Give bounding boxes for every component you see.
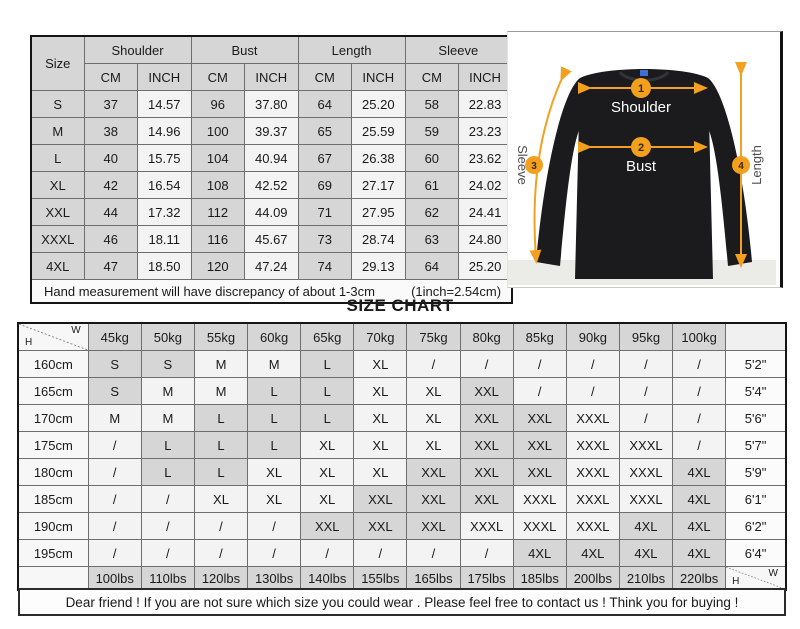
inch-value: 29.13 <box>352 253 406 280</box>
size-value-cell: L <box>248 378 301 405</box>
size-value-cell: XXXL <box>566 513 619 540</box>
size-value-cell: XL <box>248 486 301 513</box>
size-value-cell: 4XL <box>619 540 672 567</box>
size-value-cell: 4XL <box>619 513 672 540</box>
group-header-shoulder: Shoulder <box>84 36 191 64</box>
no-size-cell: / <box>619 405 672 432</box>
cm-value: 40 <box>84 145 138 172</box>
size-value-cell: XL <box>354 405 407 432</box>
unit-header: CM <box>191 64 245 91</box>
no-size-cell: / <box>566 351 619 378</box>
size-value-cell: L <box>248 405 301 432</box>
size-value-cell: L <box>194 432 247 459</box>
no-size-cell: / <box>513 378 566 405</box>
size-value-cell: XL <box>407 432 460 459</box>
size-value-cell: XXXL <box>513 486 566 513</box>
inch-value: 23.23 <box>459 118 513 145</box>
pounds-label: 175lbs <box>460 567 513 591</box>
pounds-label: 120lbs <box>194 567 247 591</box>
shirt-left-sleeve <box>536 78 582 266</box>
size-label: M <box>31 118 84 145</box>
height-label: 195cm <box>18 540 88 567</box>
height-weight-size-table <box>17 322 787 591</box>
cm-value: 62 <box>405 199 459 226</box>
size-value-cell: XXXL <box>619 486 672 513</box>
unit-header: INCH <box>459 64 513 91</box>
no-size-cell: / <box>619 351 672 378</box>
height-label: 190cm <box>18 513 88 540</box>
size-value-cell: XL <box>301 459 354 486</box>
size-value-cell: XXL <box>407 486 460 513</box>
size-value-cell: 4XL <box>673 513 726 540</box>
pounds-label: 200lbs <box>566 567 619 591</box>
unit-header: CM <box>84 64 138 91</box>
inch-value: 44.09 <box>245 199 299 226</box>
inch-value: 14.96 <box>138 118 192 145</box>
size-value-cell: L <box>301 405 354 432</box>
unit-header: CM <box>405 64 459 91</box>
inch-value: 24.02 <box>459 172 513 199</box>
weight-header: 45kg <box>88 323 141 351</box>
size-chart-title: SIZE CHART <box>346 296 454 315</box>
no-size-cell: / <box>141 513 194 540</box>
weight-header: 55kg <box>194 323 247 351</box>
inch-value: 18.50 <box>138 253 192 280</box>
inch-value: 18.11 <box>138 226 192 253</box>
size-value-cell: L <box>301 378 354 405</box>
size-value-cell: XL <box>354 378 407 405</box>
size-value-cell: L <box>194 459 247 486</box>
cm-value: 38 <box>84 118 138 145</box>
pounds-row-blank-cell <box>18 567 88 591</box>
unit-header: INCH <box>245 64 299 91</box>
size-value-cell: XXXL <box>566 405 619 432</box>
size-label: XXXL <box>31 226 84 253</box>
cm-value: 46 <box>84 226 138 253</box>
height-label: 175cm <box>18 432 88 459</box>
size-chart-row <box>18 405 786 432</box>
cm-value: 108 <box>191 172 245 199</box>
cm-value: 71 <box>298 199 352 226</box>
inch-value: 14.57 <box>138 91 192 118</box>
pounds-row <box>18 567 786 591</box>
inch-value: 26.38 <box>352 145 406 172</box>
size-value-cell: XL <box>354 351 407 378</box>
unit-header: INCH <box>352 64 406 91</box>
no-size-cell: / <box>673 432 726 459</box>
size-value-cell: L <box>141 432 194 459</box>
measurement-row <box>31 145 512 172</box>
inch-value: 45.67 <box>245 226 299 253</box>
size-chart-row <box>18 540 786 567</box>
feet-column-header <box>726 323 786 351</box>
size-value-cell: M <box>194 351 247 378</box>
unit-header: CM <box>298 64 352 91</box>
pounds-label: 130lbs <box>248 567 301 591</box>
size-value-cell: L <box>194 405 247 432</box>
inch-value: 24.41 <box>459 199 513 226</box>
size-label: L <box>31 145 84 172</box>
height-label: 170cm <box>18 405 88 432</box>
weight-header: 65kg <box>301 323 354 351</box>
inch-value: 22.83 <box>459 91 513 118</box>
collar-tag <box>640 70 648 76</box>
size-value-cell: XXL <box>301 513 354 540</box>
size-chart-row <box>18 513 786 540</box>
weight-header: 60kg <box>248 323 301 351</box>
inch-value: 39.37 <box>245 118 299 145</box>
size-value-cell: L <box>248 432 301 459</box>
no-size-cell: / <box>513 351 566 378</box>
size-value-cell: XXL <box>460 405 513 432</box>
size-value-cell: S <box>88 351 141 378</box>
feet-height-label: 5'6" <box>726 405 786 432</box>
cm-value: 61 <box>405 172 459 199</box>
size-chart-row <box>18 459 786 486</box>
size-value-cell: XXL <box>513 459 566 486</box>
cm-value: 60 <box>405 145 459 172</box>
height-label: 165cm <box>18 378 88 405</box>
no-size-cell: / <box>354 540 407 567</box>
pounds-label: 100lbs <box>88 567 141 591</box>
length-label: Length <box>749 145 764 185</box>
size-value-cell: S <box>88 378 141 405</box>
cm-value: 64 <box>298 91 352 118</box>
size-value-cell: M <box>141 378 194 405</box>
size-label: XXL <box>31 199 84 226</box>
cm-value: 74 <box>298 253 352 280</box>
measurement-row <box>31 226 512 253</box>
no-size-cell: / <box>88 486 141 513</box>
pounds-label: 210lbs <box>619 567 672 591</box>
height-label: 160cm <box>18 351 88 378</box>
bust-label: Bust <box>625 158 657 175</box>
size-value-cell: XL <box>301 486 354 513</box>
size-chart-row <box>18 378 786 405</box>
corner-weight-label: W <box>768 568 778 579</box>
height-label: 185cm <box>18 486 88 513</box>
pounds-label: 185lbs <box>513 567 566 591</box>
inch-value: 25.20 <box>459 253 513 280</box>
cm-value: 112 <box>191 199 245 226</box>
size-value-cell: XXL <box>407 513 460 540</box>
size-label: 4XL <box>31 253 84 280</box>
size-value-cell: XXXL <box>566 486 619 513</box>
weight-header: 50kg <box>141 323 194 351</box>
marker-4-number: 4 <box>738 161 744 172</box>
size-value-cell: M <box>248 351 301 378</box>
size-label: XL <box>31 172 84 199</box>
weight-header: 80kg <box>460 323 513 351</box>
size-value-cell: 4XL <box>566 540 619 567</box>
measurement-note-text: Hand measurement will have discrepancy of about 1-3cm <box>44 283 375 299</box>
size-value-cell: XXL <box>513 405 566 432</box>
inch-value: 27.17 <box>352 172 406 199</box>
no-size-cell: / <box>88 540 141 567</box>
group-header-sleeve: Sleeve <box>405 36 512 64</box>
pounds-label: 110lbs <box>141 567 194 591</box>
size-value-cell: XL <box>354 432 407 459</box>
size-column-header: Size <box>31 36 84 91</box>
measurement-row <box>31 172 512 199</box>
size-value-cell: XL <box>194 486 247 513</box>
feet-height-label: 5'2" <box>726 351 786 378</box>
pounds-label: 165lbs <box>407 567 460 591</box>
inch-value: 25.59 <box>352 118 406 145</box>
size-value-cell: L <box>301 351 354 378</box>
size-chart-row <box>18 486 786 513</box>
size-value-cell: 4XL <box>513 540 566 567</box>
size-value-cell: XXXL <box>619 432 672 459</box>
height-label: 180cm <box>18 459 88 486</box>
marker-2-number: 2 <box>637 142 645 154</box>
no-size-cell: / <box>460 540 513 567</box>
inch-value: 24.80 <box>459 226 513 253</box>
size-chart-row <box>18 351 786 378</box>
feet-height-label: 5'4" <box>726 378 786 405</box>
size-value-cell: XXXL <box>513 513 566 540</box>
no-size-cell: / <box>141 486 194 513</box>
unit-header: INCH <box>138 64 192 91</box>
inch-value: 17.32 <box>138 199 192 226</box>
inch-value: 42.52 <box>245 172 299 199</box>
cm-value: 120 <box>191 253 245 280</box>
inch-value: 23.62 <box>459 145 513 172</box>
inch-conversion-note: (1inch=2.54cm) <box>411 283 502 299</box>
marker-3-number: 3 <box>531 161 537 172</box>
size-value-cell: XXXL <box>566 432 619 459</box>
no-size-cell: / <box>88 432 141 459</box>
no-size-cell: / <box>673 378 726 405</box>
pounds-label: 155lbs <box>354 567 407 591</box>
weight-header: 90kg <box>566 323 619 351</box>
cm-value: 59 <box>405 118 459 145</box>
size-value-cell: XL <box>407 378 460 405</box>
size-value-cell: XXXL <box>460 513 513 540</box>
measurement-table <box>30 35 513 304</box>
pounds-label: 220lbs <box>673 567 726 591</box>
size-value-cell: XXL <box>460 378 513 405</box>
weight-height-corner-cell <box>18 323 88 351</box>
no-size-cell: / <box>88 459 141 486</box>
no-size-cell: / <box>248 540 301 567</box>
size-value-cell: XL <box>407 405 460 432</box>
no-size-cell: / <box>407 540 460 567</box>
cm-value: 63 <box>405 226 459 253</box>
weight-header: 85kg <box>513 323 566 351</box>
no-size-cell: / <box>460 351 513 378</box>
size-label: S <box>31 91 84 118</box>
size-value-cell: XXXL <box>566 459 619 486</box>
size-value-cell: XL <box>354 459 407 486</box>
feet-height-label: 5'9" <box>726 459 786 486</box>
size-value-cell: L <box>141 459 194 486</box>
size-value-cell: XXL <box>513 432 566 459</box>
cm-value: 67 <box>298 145 352 172</box>
cm-value: 58 <box>405 91 459 118</box>
inch-value: 15.75 <box>138 145 192 172</box>
feet-height-label: 6'2" <box>726 513 786 540</box>
feet-height-label: 6'1" <box>726 486 786 513</box>
no-size-cell: / <box>619 378 672 405</box>
size-chart-row <box>18 432 786 459</box>
size-value-cell: XXL <box>407 459 460 486</box>
measurement-row <box>31 118 512 145</box>
inch-value: 25.20 <box>352 91 406 118</box>
shirt-measure-diagram <box>507 31 783 288</box>
shirt-illustration <box>508 32 776 285</box>
size-value-cell: M <box>141 405 194 432</box>
size-value-cell: XL <box>248 459 301 486</box>
size-value-cell: 4XL <box>673 459 726 486</box>
marker-1-number: 1 <box>637 83 645 95</box>
cm-value: 44 <box>84 199 138 226</box>
no-size-cell: / <box>673 351 726 378</box>
size-value-cell: 4XL <box>673 540 726 567</box>
weight-header: 75kg <box>407 323 460 351</box>
no-size-cell: / <box>673 405 726 432</box>
feet-height-label: 6'4" <box>726 540 786 567</box>
weight-header: 95kg <box>619 323 672 351</box>
weight-height-corner-cell <box>726 567 786 591</box>
cm-value: 104 <box>191 145 245 172</box>
cm-value: 37 <box>84 91 138 118</box>
weight-header: 100kg <box>673 323 726 351</box>
measurement-row <box>31 253 512 280</box>
cm-value: 116 <box>191 226 245 253</box>
no-size-cell: / <box>88 513 141 540</box>
pounds-label: 140lbs <box>301 567 354 591</box>
inch-value: 28.74 <box>352 226 406 253</box>
size-value-cell: XXL <box>460 459 513 486</box>
cm-value: 96 <box>191 91 245 118</box>
weight-header: 70kg <box>354 323 407 351</box>
cm-value: 100 <box>191 118 245 145</box>
size-value-cell: M <box>194 378 247 405</box>
cm-value: 73 <box>298 226 352 253</box>
cm-value: 47 <box>84 253 138 280</box>
corner-weight-label: W <box>71 325 81 336</box>
no-size-cell: / <box>194 513 247 540</box>
inch-value: 16.54 <box>138 172 192 199</box>
corner-height-label: H <box>25 337 33 348</box>
measurement-row <box>31 199 512 226</box>
no-size-cell: / <box>141 540 194 567</box>
size-value-cell: XXL <box>460 486 513 513</box>
group-header-length: Length <box>298 36 405 64</box>
size-value-cell: M <box>88 405 141 432</box>
measurement-row <box>31 91 512 118</box>
seller-note: Dear friend ! If you are not sure which size you could wear . Please feel free to contact us ! Think you for buying ! <box>18 588 786 616</box>
shoulder-label: Shoulder <box>610 99 672 116</box>
feet-height-label: 5'7" <box>726 432 786 459</box>
inch-value: 37.80 <box>245 91 299 118</box>
group-header-bust: Bust <box>191 36 298 64</box>
cm-value: 42 <box>84 172 138 199</box>
size-value-cell: 4XL <box>673 486 726 513</box>
cm-value: 69 <box>298 172 352 199</box>
inch-value: 47.24 <box>245 253 299 280</box>
no-size-cell: / <box>407 351 460 378</box>
size-value-cell: XXL <box>354 486 407 513</box>
cm-value: 65 <box>298 118 352 145</box>
size-value-cell: S <box>141 351 194 378</box>
size-value-cell: XXL <box>460 432 513 459</box>
size-value-cell: XXL <box>354 513 407 540</box>
size-value-cell: XL <box>301 432 354 459</box>
cm-value: 64 <box>405 253 459 280</box>
no-size-cell: / <box>566 378 619 405</box>
inch-value: 40.94 <box>245 145 299 172</box>
inch-value: 27.95 <box>352 199 406 226</box>
size-value-cell: XXXL <box>619 459 672 486</box>
no-size-cell: / <box>194 540 247 567</box>
no-size-cell: / <box>248 513 301 540</box>
corner-height-label: H <box>732 576 740 587</box>
no-size-cell: / <box>301 540 354 567</box>
sleeve-label: Sleeve <box>515 145 530 185</box>
